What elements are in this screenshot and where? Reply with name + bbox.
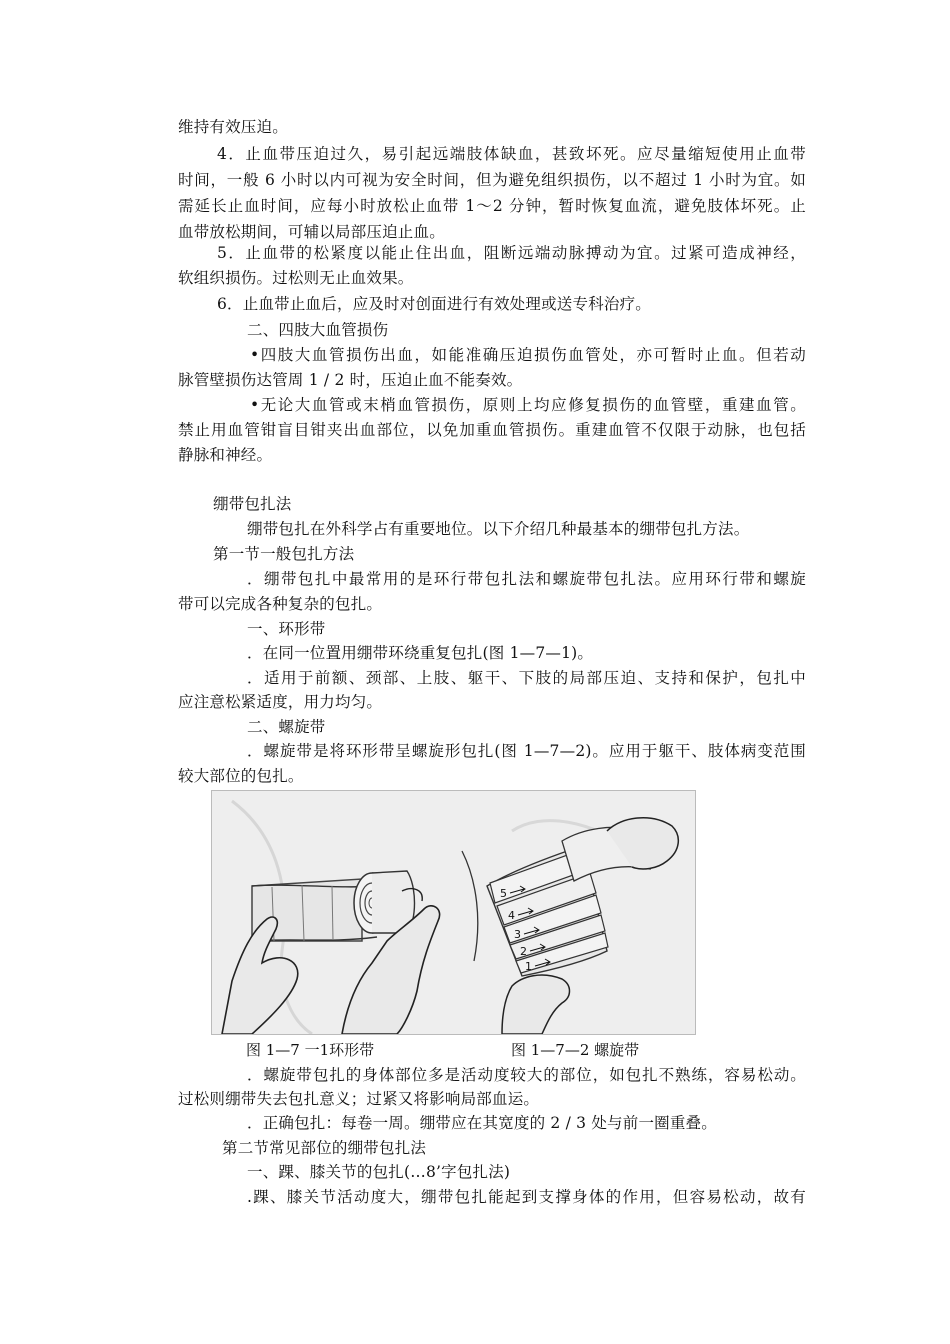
paragraph-line: 血带放松期间，可辅以局部压迫止血。 [178, 223, 445, 241]
paragraph-line: ．适用于前额、颈部、上肢、躯干、下肢的局部压迫、支持和保护，包扎中 [247, 669, 806, 687]
bandage-drawing [212, 791, 695, 1034]
turn-label: 2 [520, 945, 527, 958]
paragraph-line: ．螺旋带是将环形带呈螺旋形包扎(图 1—7—2)。应用于躯干、肢体病变范围 [247, 742, 806, 760]
subsection-heading: 二、螺旋带 [247, 718, 326, 736]
paragraph-line: 4．止血带压迫过久，易引起远端肢体缺血，甚致坏死。应尽量缩短使用止血带 [217, 145, 806, 163]
bullet-line: •四肢大血管损伤出血，如能准确压迫损伤血管处，亦可暂时止血。但若动 [250, 346, 806, 364]
turn-label: 3 [514, 928, 521, 941]
paragraph-line: 禁止用血管钳盲目钳夹出血部位，以免加重血管损伤。重建血管不仅限于动脉，也包括 [178, 421, 806, 439]
section-heading: 二、四肢大血管损伤 [247, 321, 389, 339]
chapter-title: 绷带包扎法 [213, 495, 292, 513]
paragraph-line: 时间，一般 6 小时以内可视为安全时间，但为避免组织损伤，以不超过 1 小时为宜。如 [178, 171, 806, 189]
turn-label: 1 [525, 960, 532, 973]
figure-caption-left: 图 1—7 一1环形带 [246, 1041, 375, 1059]
paragraph-line: 静脉和神经。 [178, 446, 273, 464]
turn-label: 4 [508, 909, 515, 922]
section-heading: 第二节常见部位的绷带包扎法 [222, 1139, 427, 1157]
paragraph-line: 5．止血带的松紧度以能止住出血，阻断远端动脉搏动为宜。过紧可造成神经， [217, 244, 806, 262]
subsection-heading: 一、踝、膝关节的包扎(…8’字包扎法) [247, 1163, 511, 1181]
paragraph-line: ．螺旋带包扎的身体部位多是活动度较大的部位，如包扎不熟练，容易松动。 [247, 1066, 806, 1084]
paragraph-line: 绷带包扎在外科学占有重要地位。以下介绍几种最基本的绷带包扎方法。 [247, 520, 750, 538]
paragraph-line: 需延长止血时间，应每小时放松止血带 1～2 分钟，暂时恢复血流，避免肢体坏死。止 [178, 197, 806, 215]
bullet-line: •无论大血管或末梢血管损伤，原则上均应修复损伤的血管壁，重建血管。 [250, 396, 806, 414]
paragraph-line: 6．止血带止血后，应及时对创面进行有效处理或送专科治疗。 [217, 295, 651, 313]
figure-caption-right: 图 1—7—2 螺旋带 [511, 1041, 640, 1059]
section-heading: 第一节一般包扎方法 [213, 545, 355, 563]
circular-bandage-figure [222, 871, 440, 1034]
paragraph-line: .踝、膝关节活动度大，绷带包扎能起到支撑身体的作用，但容易松动，故有 [247, 1188, 806, 1206]
paragraph-line: ．正确包扎：每卷一周。绷带应在其宽度的 2 / 3 处与前一圈重叠。 [247, 1114, 717, 1132]
paragraph-line: 带可以完成各种复杂的包扎。 [178, 595, 383, 613]
subsection-heading: 一、环形带 [247, 620, 326, 638]
spiral-bandage-figure [462, 818, 678, 1034]
paragraph-line: 应注意松紧适度，用力均匀。 [178, 693, 383, 711]
paragraph-line: ．绷带包扎中最常用的是环行带包扎法和螺旋带包扎法。应用环行带和螺旋 [247, 570, 806, 588]
bandage-illustration [211, 790, 696, 1035]
paragraph-line: 软组织损伤。过松则无止血效果。 [178, 269, 414, 287]
paragraph-line: 过松则绷带失去包扎意义；过紧又将影响局部血运。 [178, 1090, 540, 1108]
paragraph-line: 较大部位的包扎。 [178, 767, 304, 785]
paragraph-line: 脉管壁损伤达管周 1 / 2 时，压迫止血不能奏效。 [178, 371, 523, 389]
paragraph-line: 维持有效压迫。 [178, 118, 288, 136]
turn-label: 5 [500, 887, 507, 900]
paragraph-line: ．在同一位置用绷带环绕重复包扎(图 1—7—1)。 [247, 644, 594, 662]
